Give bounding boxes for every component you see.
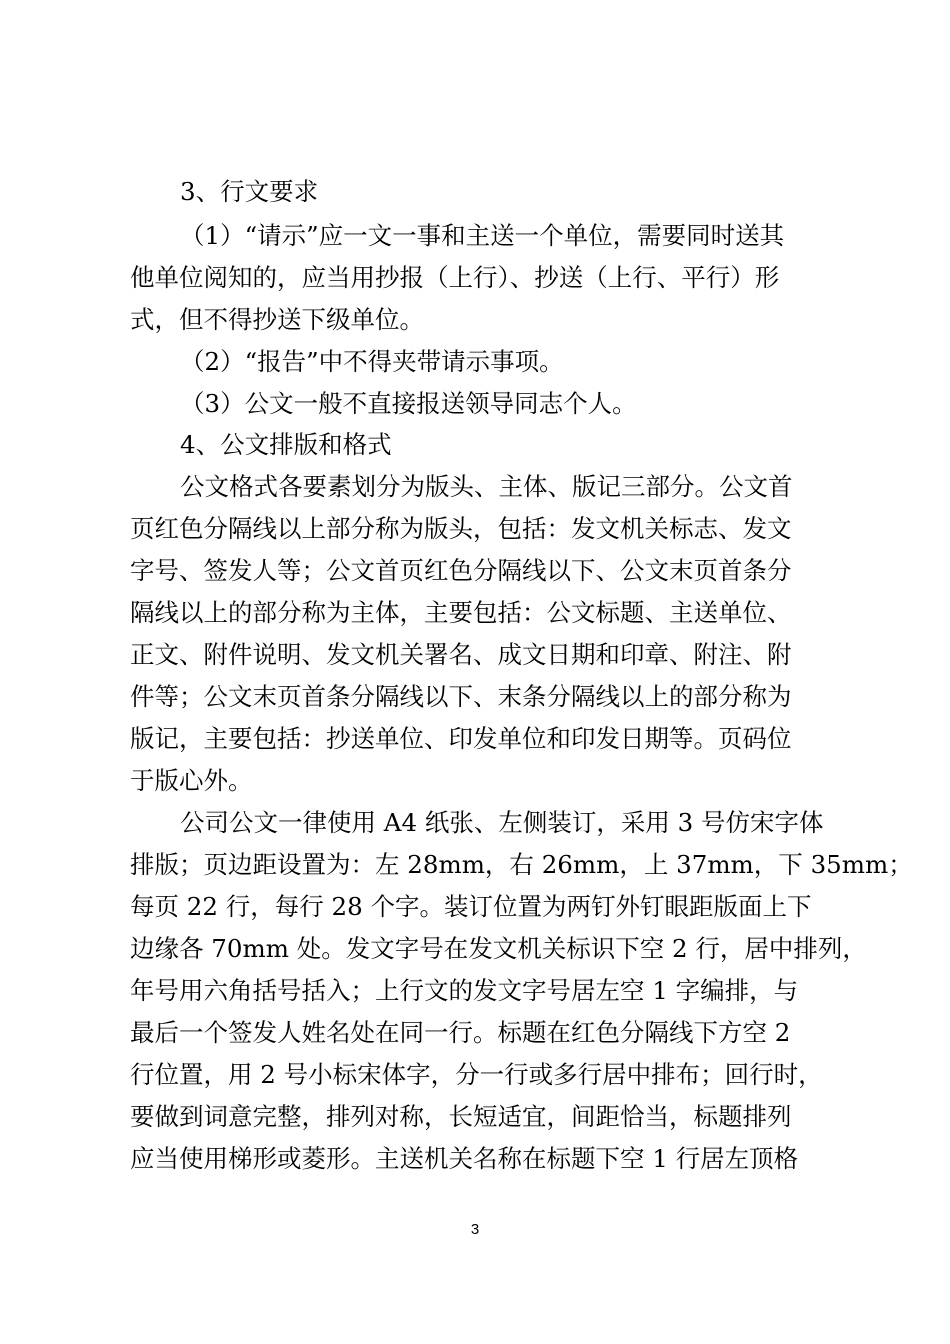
item-1-line-1: （1）“请示”应一文一事和主送一个单位，需要同时送其 bbox=[180, 221, 785, 250]
section-heading-4: 4、公文排版和格式 bbox=[180, 430, 392, 459]
section-heading-3: 3、行文要求 bbox=[180, 177, 319, 206]
para-1-line-6: 件等；公文末页首条分隔线以下、末条分隔线以上的部分称为 bbox=[130, 682, 792, 711]
para-1-line-7: 版记，主要包括：抄送单位、印发单位和印发日期等。页码位 bbox=[130, 724, 792, 753]
para-2-line-4: 边缘各 70mm 处。发文字号在发文机关标识下空 2 行，居中排列， bbox=[130, 934, 867, 963]
para-1-line-3: 字号、签发人等；公文首页红色分隔线以下、公文末页首条分 bbox=[130, 556, 792, 585]
para-2-line-3: 每页 22 行，每行 28 个字。装订位置为两钉外钉眼距版面上下 bbox=[130, 892, 812, 921]
item-1-line-3: 式，但不得抄送下级单位。 bbox=[130, 305, 424, 334]
para-1-line-4: 隔线以上的部分称为主体，主要包括：公文标题、主送单位、 bbox=[130, 598, 792, 627]
para-1-line-8: 于版心外。 bbox=[130, 766, 253, 795]
para-1-line-1: 公文格式各要素划分为版头、主体、版记三部分。公文首 bbox=[180, 472, 793, 501]
para-2-line-5: 年号用六角括号括入；上行文的发文字号居左空 1 字编排，与 bbox=[130, 976, 799, 1005]
para-2-line-6: 最后一个签发人姓名处在同一行。标题在红色分隔线下方空 2 bbox=[130, 1018, 791, 1047]
para-1-line-2: 页红色分隔线以上部分称为版头，包括：发文机关标志、发文 bbox=[130, 514, 792, 543]
para-2-line-7: 行位置，用 2 号小标宋体字，分一行或多行居中排布；回行时， bbox=[130, 1060, 823, 1089]
para-1-line-5: 正文、附件说明、发文机关署名、成文日期和印章、附注、附 bbox=[130, 640, 792, 669]
item-1-line-2: 他单位阅知的，应当用抄报（上行）、抄送（上行、平行）形 bbox=[130, 263, 780, 292]
para-2-line-1: 公司公文一律使用 A4 纸张、左侧装订，采用 3 号仿宋字体 bbox=[180, 808, 824, 837]
para-2-line-8: 要做到词意完整，排列对称，长短适宜，间距恰当，标题排列 bbox=[130, 1102, 792, 1131]
para-2-line-9: 应当使用梯形或菱形。主送机关名称在标题下空 1 行居左顶格 bbox=[130, 1144, 799, 1173]
item-2: （2）“报告”中不得夹带请示事项。 bbox=[180, 347, 564, 376]
item-3: （3）公文一般不直接报送领导同志个人。 bbox=[180, 389, 637, 418]
page-number: 3 bbox=[470, 1221, 480, 1238]
para-2-line-2: 排版；页边距设置为：左 28mm，右 26mm，上 37mm，下 35mm； bbox=[130, 850, 913, 879]
